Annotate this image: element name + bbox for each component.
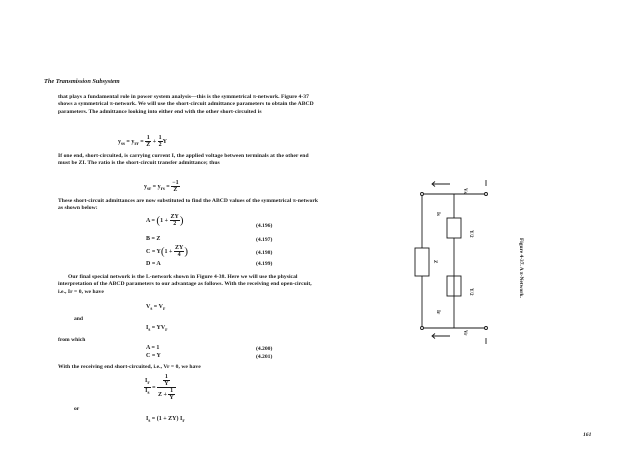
paragraph-3: These short-circuit admittances are now substituted to find the ABCD values of the symmetrical π-network as shown below: — [58, 198, 319, 212]
equation-ysr: $y_{sr} = y_{rs}$ = $\frac{-1}{Z}$ — [144, 180, 179, 193]
equation-number: (4.199) — [256, 261, 273, 267]
equation-number: (4.198) — [256, 250, 273, 256]
equation-yss: $y_{ss} = y_{rr}$ = $\frac{1}{Z}$ + $\frac{1}{2}$ Y — [118, 135, 167, 148]
equation-4-200: A = 1 — [146, 345, 160, 351]
equation-number: (4.196) — [256, 223, 273, 229]
word-and: and — [74, 316, 84, 322]
paragraph-1: that plays a fundamental role in power system analysis—this is the symmetrical π-network. Figure 4-37 shows a symmetrical π-network. We will use the short-circuit admittance parameters to obtain the ABCD parameters. The admittance looking into either end with the other short-circuited is — [58, 94, 314, 115]
terminal-voltage-label: Vs — [462, 188, 467, 194]
figure-caption: Figure 4-37. A π-Network. — [518, 238, 524, 298]
equation-4-196: A = (1 + $\frac{ZY}{2}$ ) — [146, 214, 184, 227]
word-from-which: from which — [58, 337, 86, 343]
equation-4-201: C = Y — [146, 353, 161, 359]
equation-vs-vr: $V_s = V_r$ — [146, 304, 166, 313]
word-or: or — [74, 406, 80, 412]
shunt-admittance-label: Y/2 — [468, 288, 473, 296]
page-number: 161 — [583, 432, 592, 438]
equation-ir-is: $\frac{I_r}{I_s}$ = $\frac{1}{Y}$ Z + $\frac{1}{Y}$ — [145, 374, 174, 401]
equation-is-zy: $I_s = (1 + ZY)$ $I_r$ — [146, 416, 185, 425]
current-label: Ir — [435, 310, 440, 315]
equation-number: (4.201) — [256, 354, 273, 360]
shunt-admittance-label: Y/2 — [468, 230, 473, 238]
paragraph-4: Our final special network is the L-network shown in Figure 4-38. Here we will use the physical interpretation of the ABCD parameters to our advantage as follows. With the receiving end open-circuit, i.e., Ir = 0, we have — [58, 274, 312, 295]
series-impedance-label: Z — [432, 260, 437, 264]
pi-network-figure — [410, 176, 528, 346]
equation-number: (4.200) — [256, 346, 273, 352]
current-label: Is — [435, 212, 440, 216]
equation-number: (4.197) — [256, 237, 273, 243]
equation-4-198: C = Y(1 + $\frac{ZY}{4}$ ) — [146, 245, 188, 258]
equation-4-199: D = A — [146, 261, 161, 267]
running-header: The Transmission Subsystem — [44, 78, 120, 85]
paragraph-5: With the receiving end short-circuited, i.e., Vr = 0, we have — [58, 364, 201, 370]
equation-is-yvr: $I_s = YV_r$ — [146, 325, 168, 334]
terminal-voltage-label: Vr — [462, 330, 467, 336]
equation-4-197: B = Z — [146, 236, 161, 242]
paragraph-2: If one end, short-circuited, is carrying current I, the applied voltage between terminals at the other end must be ZI. The ratio is the short-circuit transfer admittance; thus — [58, 153, 309, 167]
